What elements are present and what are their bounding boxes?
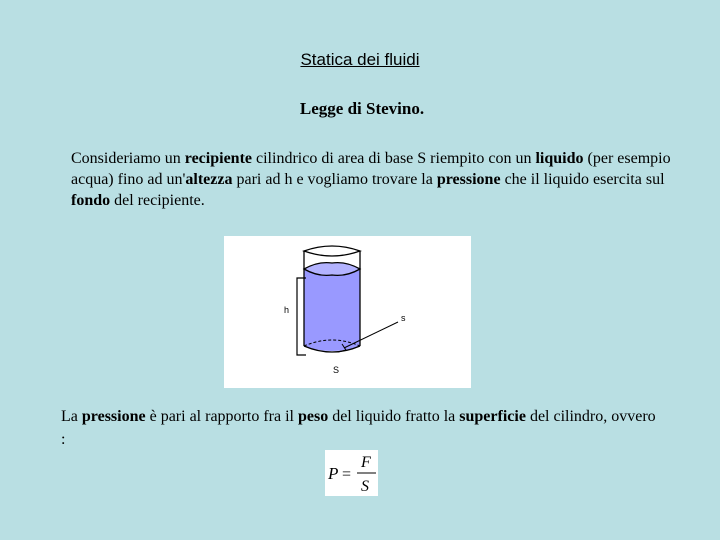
bold-term-superficie: superficie (459, 408, 526, 425)
bold-term-recipiente: recipiente (184, 150, 252, 167)
side-s-label: s (401, 313, 406, 323)
text-fragment: del cilindro, ovvero : (61, 408, 656, 448)
text-fragment: è pari al rapporto fra il (145, 408, 298, 425)
bold-term-fondo: fondo (71, 192, 111, 209)
slide-title: Statica dei fluidi (300, 50, 420, 69)
bold-term-altezza: altezza (185, 171, 233, 188)
text-fragment: pari ad h e vogliamo trovare la (232, 171, 437, 188)
liquid-fill (304, 264, 360, 351)
pressure-formula (325, 450, 378, 496)
formula-lhs: P (328, 464, 339, 483)
formula-equals: = (342, 466, 352, 483)
bold-term-pressione: pressione (81, 408, 146, 425)
cylinder-top-ellipse (304, 246, 360, 256)
liquid-surface (304, 263, 360, 276)
intro-paragraph (71, 148, 691, 211)
pressure-paragraph (61, 405, 661, 451)
text-fragment: cilindrico di area di base S riempito con un (252, 150, 536, 167)
base-s-label: S (333, 365, 340, 375)
text-fragment: del liquido fratto la (328, 408, 460, 425)
text-fragment: che il liquido esercita sul (500, 171, 665, 188)
bold-term-peso: peso (297, 408, 329, 425)
cylinder-diagram (224, 236, 471, 388)
height-label: h (284, 305, 290, 315)
bold-term-pressione: pressione (436, 171, 501, 188)
formula-denominator: S (361, 478, 369, 495)
text-fragment: (per esempio acqua) fino ad un' (71, 150, 671, 188)
bold-term-liquido: liquido (535, 150, 584, 167)
text-fragment: del recipiente. (110, 192, 205, 209)
text-fragment: Consideriamo un (71, 150, 185, 167)
slide-subtitle: Legge di Stevino. (299, 99, 425, 118)
text-fragment: La (61, 408, 82, 425)
formula-numerator: F (361, 454, 371, 471)
